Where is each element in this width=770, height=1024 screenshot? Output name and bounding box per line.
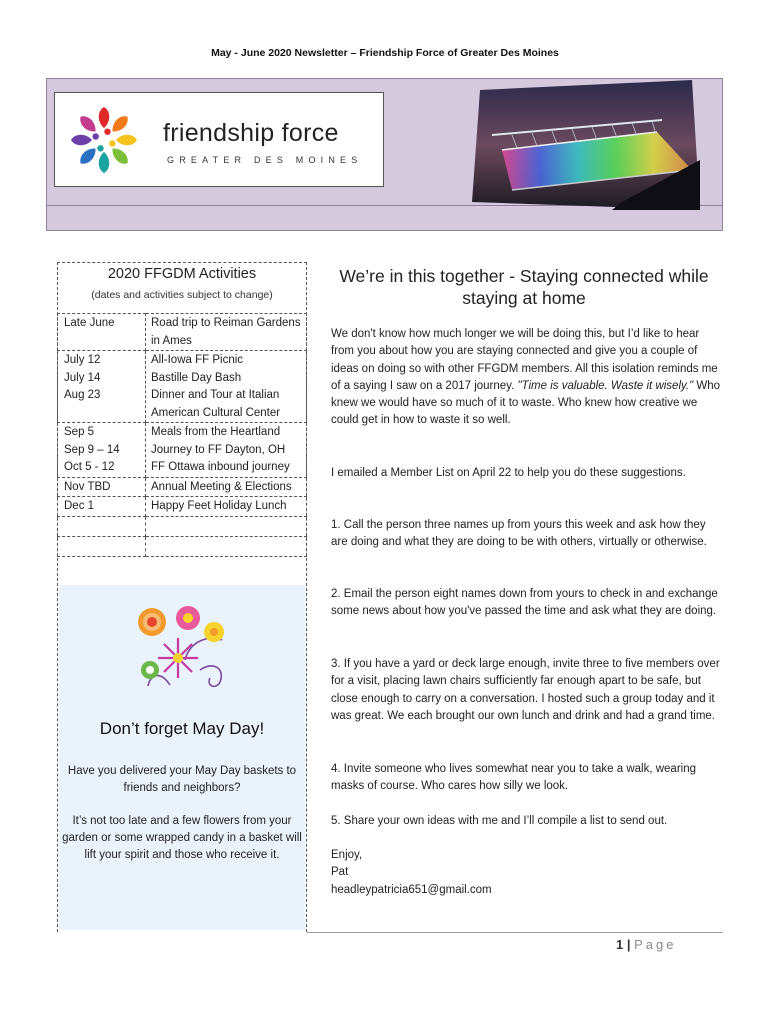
page-separator: | bbox=[626, 937, 631, 952]
article-text: We don't know how much longer we will be doing this, but I’d like to hear from you about how you are staying connected and give you a couple of ideas on doing so with other FFGDM members. All this isolation reminds me of a saying I saw on a 2017 journey. bbox=[331, 328, 718, 392]
signoff-name: Pat bbox=[331, 866, 349, 878]
mayday-paragraph: It’s not too late and a few flowers from your garden or some wrapped candy in a basket will lift your spirit and those who receive it. bbox=[62, 815, 302, 862]
logo-petal bbox=[99, 152, 110, 173]
logo-petal bbox=[77, 145, 99, 167]
activity-event: Annual Meeting & Elections bbox=[146, 477, 307, 497]
table-row bbox=[58, 497, 307, 517]
activity-event: Road trip to Reiman Gardens in Ames bbox=[146, 314, 307, 351]
activity-date: Sep 5 bbox=[64, 426, 95, 438]
activities-subtitle: (dates and activities subject to change) bbox=[91, 289, 273, 301]
activity-event: Journey to FF Dayton, OH bbox=[151, 443, 286, 456]
article-paragraph: 2. Email the person eight names down from yours to check in and exchange some news about how you've passed the time and ask what they are doing. bbox=[331, 588, 718, 618]
article-title: We’re in this together - Staying connected while staying at home bbox=[339, 266, 709, 308]
logo bbox=[54, 92, 384, 187]
activity-event: Bastille Day Bash bbox=[151, 371, 242, 384]
table-row bbox=[58, 423, 307, 478]
activities-title: 2020 FFGDM Activities bbox=[107, 266, 257, 282]
article-quote: "Time is valuable. Waste it wisely." bbox=[517, 379, 694, 392]
sidebar-top-border bbox=[57, 262, 307, 263]
activity-date: Aug 23 bbox=[64, 389, 101, 401]
logo-petal bbox=[109, 145, 131, 167]
article-paragraph: I emailed a Member List on April 22 to help you do these suggestions. bbox=[331, 467, 686, 479]
mayday-title: Don’t forget May Day! bbox=[99, 719, 265, 738]
logo-petal bbox=[71, 135, 92, 146]
article-text: Who knew we would have so much of it to waste. Who knew how creative we could get in how to waste it so well. bbox=[331, 379, 721, 427]
page-number-value: 1 bbox=[616, 937, 624, 952]
activity-date: Sep 9 – 14 bbox=[64, 443, 120, 456]
activity-event: Meals from the Heartland bbox=[151, 426, 281, 438]
logo-petal bbox=[116, 135, 137, 146]
logo-petal bbox=[109, 113, 131, 135]
logo-petal bbox=[77, 113, 99, 135]
activity-date: Nov TBD bbox=[58, 477, 146, 497]
table-row bbox=[58, 314, 307, 351]
logo-title: friendship force bbox=[163, 119, 339, 147]
activity-date: July 12 bbox=[64, 354, 101, 366]
logo-dot bbox=[109, 140, 115, 146]
activity-event: All-Iowa FF Picnic bbox=[151, 354, 244, 366]
bridge-photo-icon bbox=[472, 80, 700, 210]
activity-event: Happy Feet Holiday Lunch bbox=[146, 497, 307, 517]
table-row bbox=[58, 351, 307, 423]
article-paragraph: 1. Call the person three names up from yours this week and ask how they are doing and what they are doing to be with others, virtually or otherwise. bbox=[331, 519, 707, 549]
article-paragraph: 5. Share your own ideas with me and I’ll compile a list to send out. bbox=[331, 815, 668, 827]
friendship-force-logo-icon bbox=[67, 105, 141, 175]
logo-dot bbox=[104, 129, 110, 135]
activity-event: FF Ottawa inbound journey bbox=[151, 461, 290, 473]
page-label: Page bbox=[634, 937, 677, 952]
article-paragraph: 4. Invite someone who lives somewhat near you to take a walk, wearing masks of course. Who cares how silly we look. bbox=[331, 763, 696, 793]
table-row bbox=[58, 477, 307, 497]
logo-subtitle: GREATER DES MOINES bbox=[167, 155, 363, 165]
activities-table bbox=[57, 313, 307, 557]
article-paragraph bbox=[331, 326, 723, 430]
contact-email-link[interactable]: headleypatricia651@gmail.com bbox=[331, 884, 492, 896]
page-number bbox=[616, 937, 677, 952]
signoff-enjoy: Enjoy, bbox=[331, 849, 363, 861]
table-row bbox=[58, 536, 307, 556]
activity-date: Oct 5 - 12 bbox=[64, 461, 115, 473]
newsletter-header: May - June 2020 Newsletter – Friendship Force of Greater Des Moines bbox=[211, 47, 559, 59]
mayday-paragraph: Have you delivered your May Day baskets to friends and neighbors? bbox=[67, 765, 297, 795]
activity-date: Dec 1 bbox=[58, 497, 146, 517]
logo-petal bbox=[99, 107, 110, 128]
logo-dot bbox=[93, 133, 99, 139]
activity-date: July 14 bbox=[64, 371, 101, 384]
flowers-icon bbox=[130, 600, 234, 696]
table-row bbox=[58, 516, 307, 536]
activity-event: Dinner and Tour at Italian American Cultural Center bbox=[151, 389, 281, 419]
logo-dot bbox=[97, 145, 103, 151]
activity-date: Late June bbox=[58, 314, 146, 351]
article-paragraph: 3. If you have a yard or deck large enough, invite three to five members over for a visit, placing lawn chairs sufficiently far enough apart to be safe, but close enough to carry on a conversation. I hosted such a group today and it was great. We each brought our own lunch and drink and had a grand time. bbox=[331, 658, 720, 722]
page-footer-rule bbox=[307, 932, 723, 933]
